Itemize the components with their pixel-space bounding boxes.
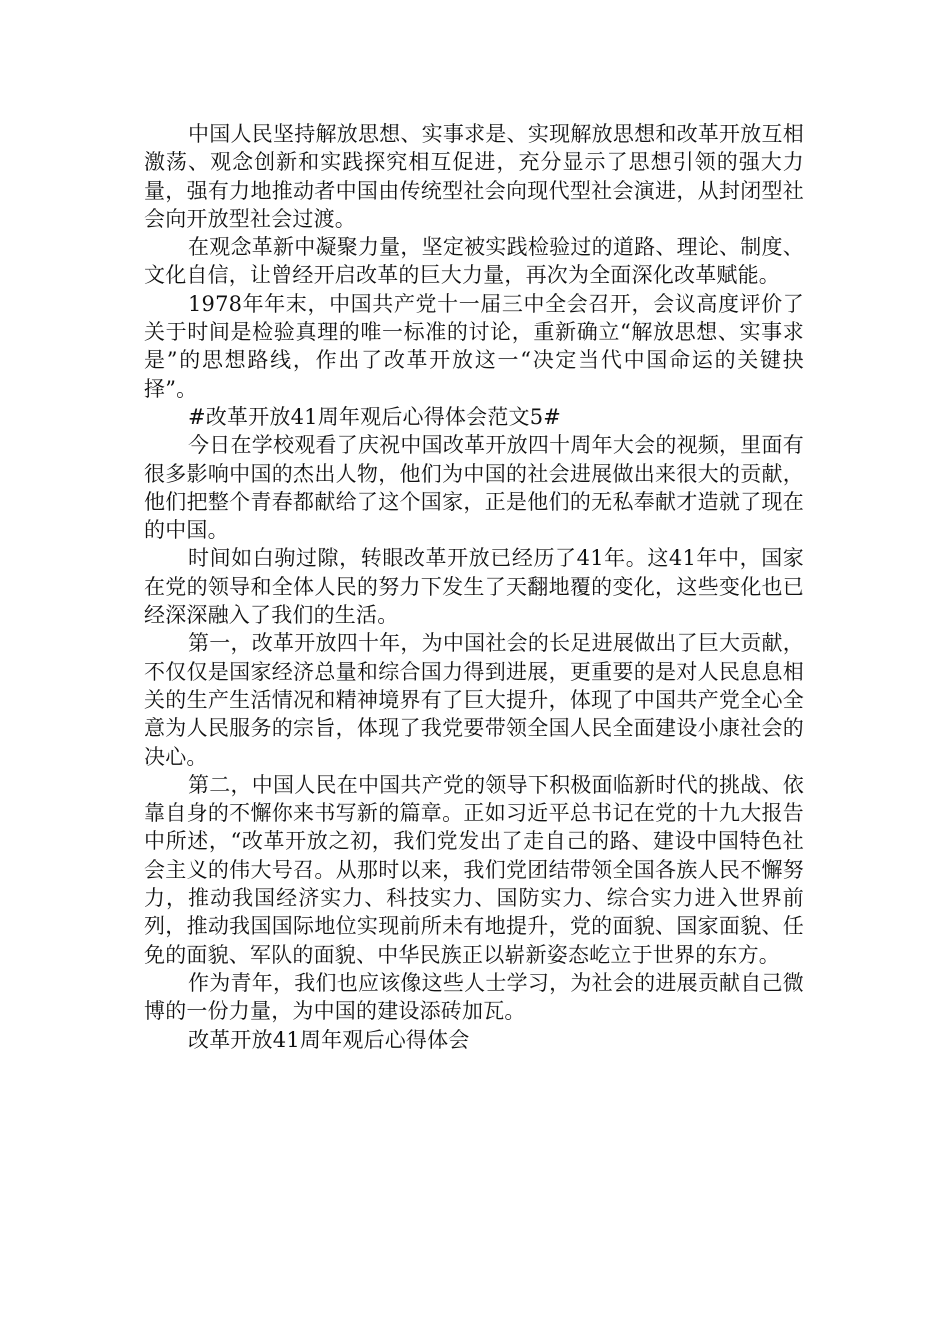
paragraph-7: 第一，改革开放四十年，为中国社会的长足进展做出了巨大贡献，不仅仅是国家经济总量和综合国力得到进展，更重要的是对人民息息相关的生产生活情况和精神境界有了巨大提升，体现了中国共产党全心全意为人民服务的宗旨，体现了我党要带领全国人民全面建设小康社会的决心。 [144, 631, 804, 769]
document-page [144, 120, 804, 1054]
paragraph-5: 今日在学校观看了庆祝中国改革开放四十周年大会的视频，里面有很多影响中国的杰出人物，他们为中国的社会进展做出来很大的贡献，他们把整个青春都献给了这个国家，正是他们的无私奉献才造就了现在的中国。 [144, 433, 804, 543]
section-heading: #改革开放41周年观后心得体会范文5# [188, 404, 562, 429]
paragraph-6: 时间如白驹过隙，转眼改革开放已经历了41年。这41年中，国家在党的领导和全体人民的努力下发生了天翻地覆的变化，这些变化也已经深深融入了我们的生活。 [144, 546, 804, 628]
paragraph-8: 第二，中国人民在中国共产党的领导下积极面临新时代的挑战、依靠自身的不懈你来书写新的篇章。正如习近平总书记在党的十九大报告中所述，“改革开放之初，我们党发出了走自己的路、建设中国特色社会主义的伟大号召。从那时以来，我们党团结带领全国各族人民不懈努力，推动我国经济实力、科技实力、国防实力、综合实力进入世界前列，推动我国国际地位实现前所未有地提升，党的面貌、国家面貌、任免的面貌、军队的面貌、中华民族正以崭新姿态屹立于世界的东方。 [144, 772, 804, 967]
paragraph-9: 作为青年，我们也应该像这些人士学习，为社会的进展贡献自己微博的一份力量，为中国的建设添砖加瓦。 [144, 970, 804, 1024]
paragraph-2: 在观念革新中凝聚力量，坚定被实践检验过的道路、理论、制度、文化自信，让曾经开启改革的巨大力量，再次为全面深化改革赋能。 [144, 235, 804, 288]
paragraph-3: 1978年年末，中国共产党十一届三中全会召开，会议高度评价了关于时间是检验真理的唯一标准的讨论，重新确立“解放思想、实事求是”的思想路线，作出了改革开放这一“决定当代中国命运的关键抉择”。 [144, 291, 804, 401]
paragraph-1: 中国人民坚持解放思想、实事求是、实现解放思想和改革开放互相激荡、观念创新和实践探究相互促进，充分显示了思想引领的强大力量，强有力地推动者中国由传统型社会向现代型社会演进，从封闭型社会向开放型社会过渡。 [144, 122, 804, 231]
closing-title: 改革开放41周年观后心得体会 [188, 1027, 470, 1052]
